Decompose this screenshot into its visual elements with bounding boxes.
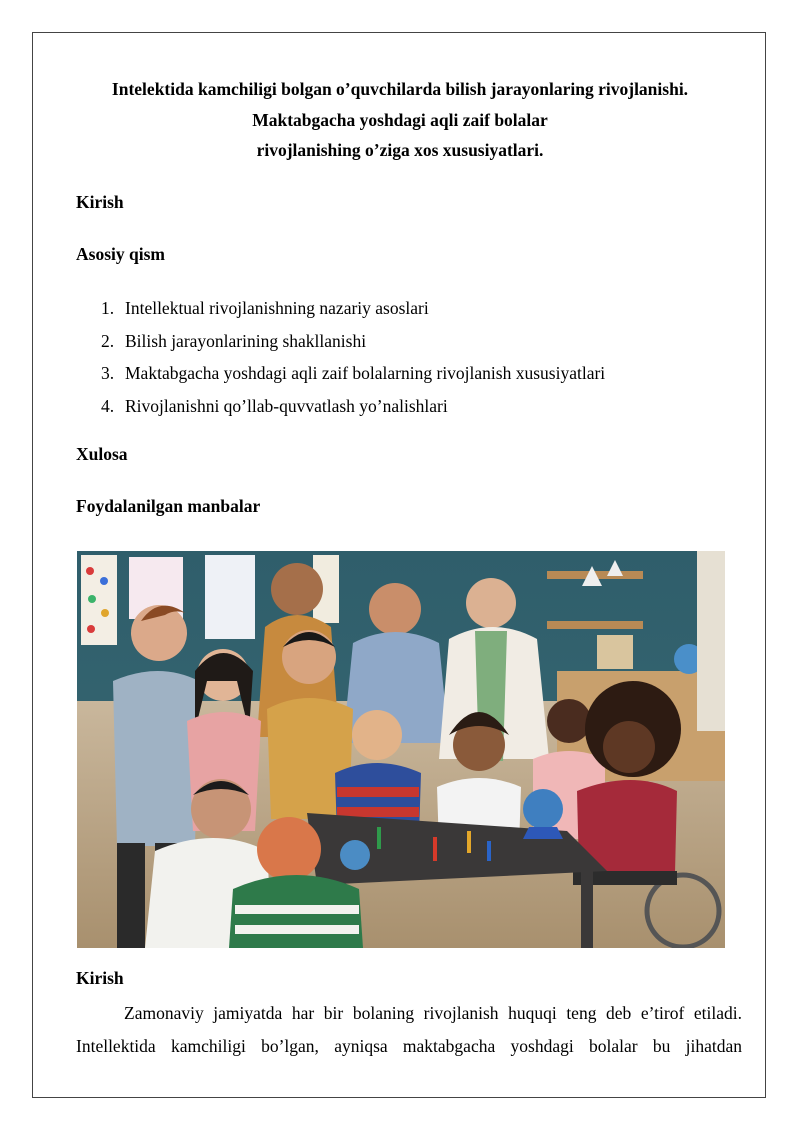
toc-item — [101, 357, 605, 390]
toc-item-number: 1. — [101, 298, 115, 318]
toc-list — [101, 292, 605, 423]
toc-item-number: 4. — [101, 396, 115, 417]
section-heading-intro: Kirish — [76, 968, 124, 988]
title-line-3: rivojlanishing o’ziga xos xususiyatlari. — [256, 140, 544, 160]
toc-conclusion: Xulosa — [76, 444, 128, 464]
document-title — [0, 74, 800, 166]
toc-item-label: Intellektual rivojlanishning nazariy asoslari — [125, 298, 429, 318]
toc-main-part: Asosiy qism — [76, 244, 165, 264]
classroom-illustration-svg — [77, 551, 725, 948]
intro-paragraph: Zamonaviy jamiyatda har bir bolaning rivojlanish huquqi teng deb e’tirof etiladi. Intellektida kamchiligi bo’lgan, ayniqsa maktabgacha yoshdagi bolalar bu jihatdan — [76, 1003, 742, 1056]
title-line-2: Maktabgacha yoshdagi aqli zaif bolalar — [252, 109, 548, 130]
toc-item — [101, 325, 605, 358]
toc-item — [101, 292, 605, 325]
toc-item-label: Bilish jarayonlarining shakllanishi — [125, 330, 367, 351]
toc-item-label: Rivojlanishni qo’llab-quvvatlash yo’nalishlari — [125, 396, 448, 417]
toc-item-number: 2. — [101, 330, 115, 351]
title-line-1: Intelektida kamchiligi bolgan o’quvchilarda bilish jarayonlaring rivojlanishi. — [111, 79, 689, 99]
toc-item-number: 3. — [101, 363, 115, 384]
classroom-illustration — [77, 551, 725, 948]
toc-item-label: Maktabgacha yoshdagi aqli zaif bolalarning rivojlanish xususiyatlari — [125, 363, 606, 384]
toc-sources: Foydalanilgan manbalar — [76, 496, 261, 516]
toc-intro: Kirish — [76, 192, 124, 212]
toc-item — [101, 390, 605, 423]
